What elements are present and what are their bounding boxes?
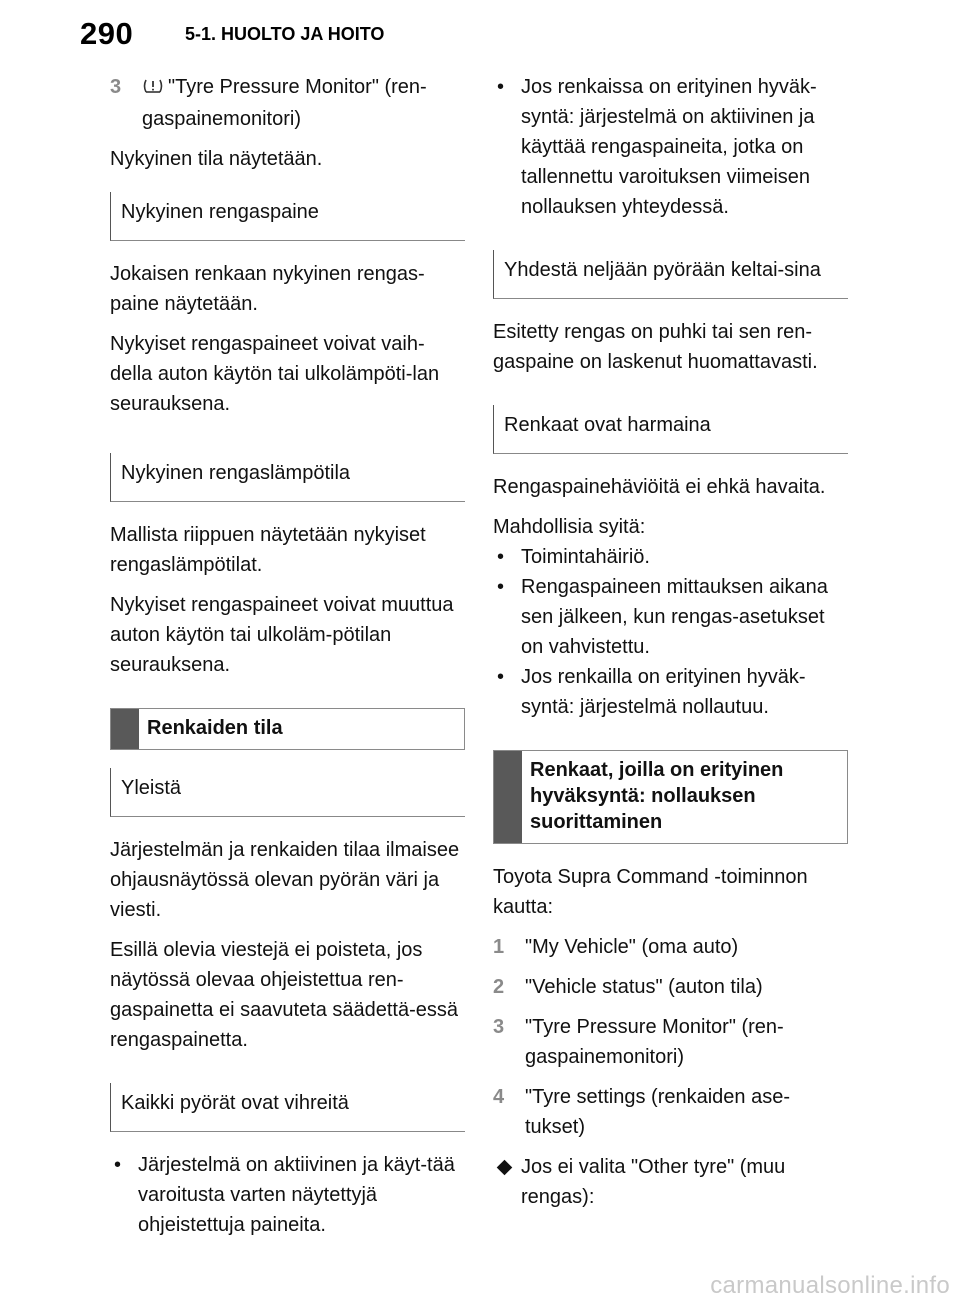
step-number: 3 [493,1016,505,1038]
subheading: Yleistä [110,768,465,817]
step-text: "My Vehicle" (oma auto) [525,936,739,958]
step-text: "Vehicle status" (auton tila) [525,976,763,998]
paragraph: Nykyiset rengaspaineet voivat muuttua auton käytön tai ulkoläm-pötilan seurauksena. [110,594,454,676]
paragraph: Nykyiset rengaspaineet voivat vaih-della auton käytön tai ulkolämpöti-lan seurauksena. [110,333,440,415]
paragraph: Esillä olevia viestejä ei poisteta, jos näytössä olevaa ohjeistettua ren-gaspainetta ei saavuteta säädettä-essä rengaspainetta. [110,939,459,1051]
diamond-bullet [497,1160,513,1176]
step-item [493,972,848,1002]
paragraph: Nykyinen tila näytetään. [110,148,323,170]
subheading: Nykyinen rengaslämpötila [110,453,465,502]
bullet-dot: • [497,576,505,598]
step-item [110,72,465,134]
subheading: Kaikki pyörät ovat vihreitä [110,1083,465,1132]
bullet-dot: • [497,666,505,688]
bullet-text: Jos ei valita "Other tyre" (muu rengas): [521,1156,786,1208]
subheading: Nykyinen rengaspaine [110,192,465,241]
paragraph: Mallista riippuen näytetään nykyiset rengaslämpötilat. [110,524,426,576]
section-heading-bar [111,709,139,749]
step-number: 2 [493,976,505,998]
page-header [0,0,960,60]
paragraph: Rengaspainehäviöitä ei ehkä havaita. [493,476,826,498]
bullet-item [493,662,848,722]
section-heading-text: Renkaat, joilla on erityinen hyväksyntä: nollauksen suorittaminen [530,759,784,833]
page-number: 290 [80,16,134,51]
chapter-title: 5-1. HUOLTO JA HOITO [185,24,385,44]
step-number: 3 [110,76,122,98]
paragraph: Jokaisen renkaan nykyinen rengas-paine näytetään. [110,263,425,315]
bullet-text: Jos renkailla on erityinen hyväk-syntä: järjestelmä nollautuu. [521,666,806,718]
bullet-text: Järjestelmä on aktiivinen ja käyt-tää varoitusta varten näytettyjä ohjeistettuja paineita. [138,1154,455,1236]
step-text: "Tyre Pressure Monitor" (ren-gaspainemonitori) [142,76,427,130]
bullet-text: Rengaspaineen mittauksen aikana sen jälkeen, kun rengas-asetukset on vahvistettu. [521,576,828,658]
right-column [493,72,848,1212]
left-column [110,72,465,1240]
section-heading [110,708,465,750]
tyre-pressure-warning-icon [142,74,164,104]
section-heading-text: Renkaiden tila [147,717,283,739]
bullet-item [493,572,848,662]
watermark: carmanualsonline.info [710,1272,950,1299]
step-item [493,932,848,962]
step-number: 4 [493,1086,505,1108]
step-item [493,1012,848,1072]
diamond-bullet-item [493,1152,848,1212]
bullet-dot: • [114,1154,122,1176]
paragraph: Toyota Supra Command -toiminnon kautta: [493,866,808,918]
step-text: "Tyre Pressure Monitor" (ren-gaspainemonitori) [525,1016,784,1068]
bullet-text: Jos renkaissa on erityinen hyväk-syntä: järjestelmä on aktiivinen ja käyttää rengaspaineita, jotka on tallennettu varoituksen viimeisen nollauksen yhteydessä. [521,76,817,218]
subheading: Renkaat ovat harmaina [493,405,848,454]
paragraph: Esitetty rengas on puhki tai sen ren-gaspaine on laskenut huomattavasti. [493,321,818,373]
bullet-item [110,1150,465,1240]
step-number: 1 [493,936,505,958]
bullet-dot: • [497,546,505,568]
bullet-item [493,72,848,222]
section-heading-bar [494,751,522,843]
bullet-text: Toimintahäiriö. [521,546,650,568]
paragraph: Mahdollisia syitä: [493,516,646,538]
step-item [493,1082,848,1142]
subheading: Yhdestä neljään pyörään keltai-sina [493,250,848,299]
paragraph: Järjestelmän ja renkaiden tilaa ilmaisee ohjausnäytössä olevan pyörän väri ja viesti. [110,839,460,921]
bullet-item [493,542,848,572]
bullet-dot: • [497,76,505,98]
section-heading [493,750,848,844]
step-text: "Tyre settings (renkaiden ase-tukset) [525,1086,790,1138]
